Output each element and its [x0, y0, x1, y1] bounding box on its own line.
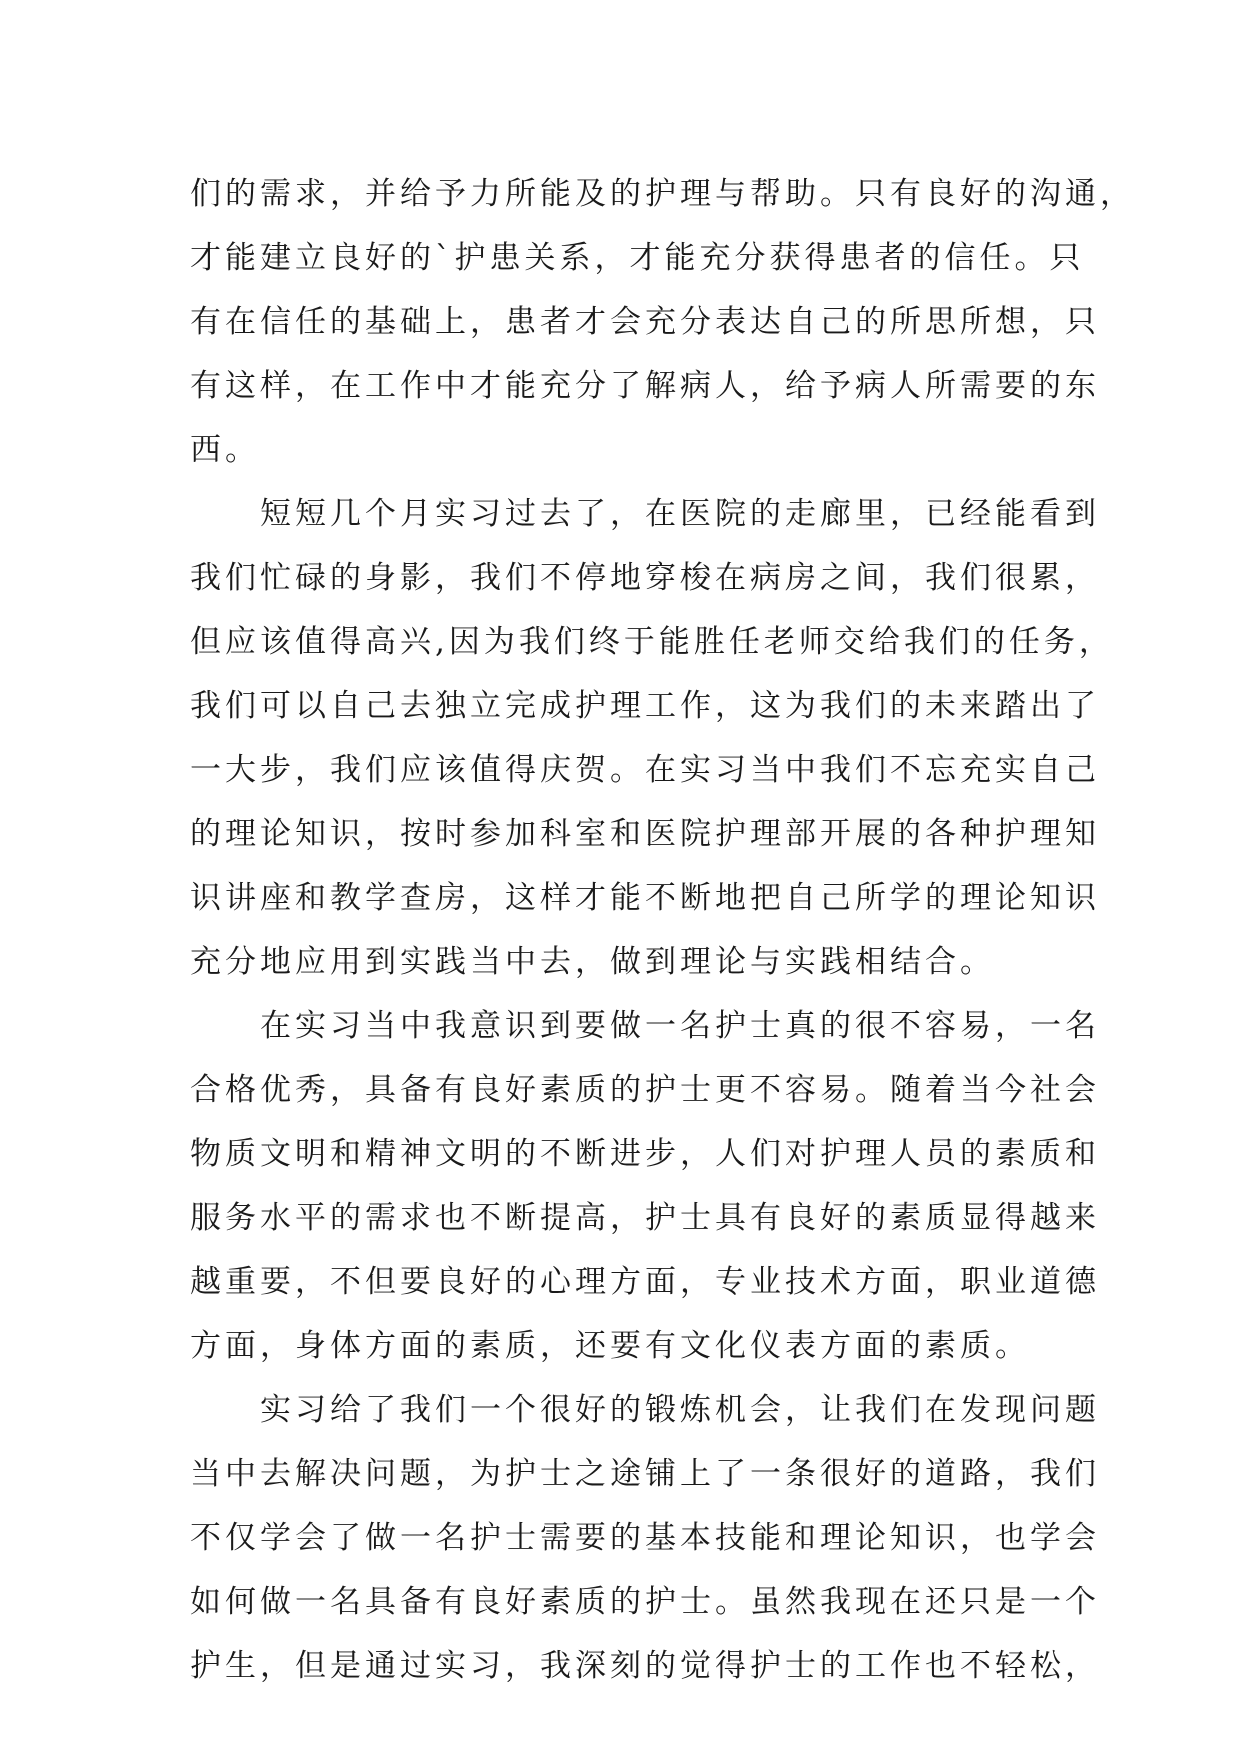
- text-line: 物质文明和精神文明的不断进步，人们对护理人员的素质和: [190, 1136, 1100, 1172]
- text-line: 护生，但是通过实习，我深刻的觉得护士的工作也不轻松，: [190, 1648, 1100, 1684]
- document-body: [190, 162, 1135, 1698]
- text-line: 们的需求，并给予力所能及的护理与帮助。只有良好的沟通，: [190, 176, 1135, 212]
- text-line: 服务水平的需求也不断提高，护士具有良好的素质显得越来: [190, 1200, 1100, 1236]
- text-line: 我们可以自己去独立完成护理工作，这为我们的未来踏出了: [190, 688, 1100, 724]
- text-line: 有这样，在工作中才能充分了解病人，给予病人所需要的东: [190, 368, 1100, 404]
- text-line: 的理论知识，按时参加科室和医院护理部开展的各种护理知: [190, 816, 1100, 852]
- text-line: 方面，身体方面的素质，还要有文化仪表方面的素质。: [190, 1328, 1030, 1364]
- text-line: 实习给了我们一个很好的锻炼机会，让我们在发现问题: [190, 1392, 1100, 1428]
- text-line: 西。: [190, 432, 260, 468]
- text-line: 合格优秀，具备有良好素质的护士更不容易。随着当今社会: [190, 1072, 1100, 1108]
- text-line: 充分地应用到实践当中去，做到理论与实践相结合。: [190, 944, 995, 980]
- text-line: 识讲座和教学查房，这样才能不断地把自己所学的理论知识: [190, 880, 1100, 916]
- text-line: 有在信任的基础上，患者才会充分表达自己的所思所想，只: [190, 304, 1100, 340]
- text-line: 在实习当中我意识到要做一名护士真的很不容易，一名: [190, 1008, 1100, 1044]
- text-line: 越重要，不但要良好的心理方面，专业技术方面，职业道德: [190, 1264, 1100, 1300]
- text-line: 才能建立良好的`护患关系，才能充分获得患者的信任。只: [190, 240, 1085, 276]
- text-line: 一大步，我们应该值得庆贺。在实习当中我们不忘充实自己: [190, 752, 1100, 788]
- text-line: 如何做一名具备有良好素质的护士。虽然我现在还只是一个: [190, 1584, 1100, 1620]
- text-line: 但应该值得高兴,因为我们终于能胜任老师交给我们的任务，: [190, 624, 1114, 660]
- text-line: 我们忙碌的身影，我们不停地穿梭在病房之间，我们很累，: [190, 560, 1100, 596]
- text-line: 短短几个月实习过去了，在医院的走廊里，已经能看到: [190, 496, 1100, 532]
- text-line: 不仅学会了做一名护士需要的基本技能和理论知识，也学会: [190, 1520, 1100, 1556]
- text-line: 当中去解决问题，为护士之途铺上了一条很好的道路，我们: [190, 1456, 1100, 1492]
